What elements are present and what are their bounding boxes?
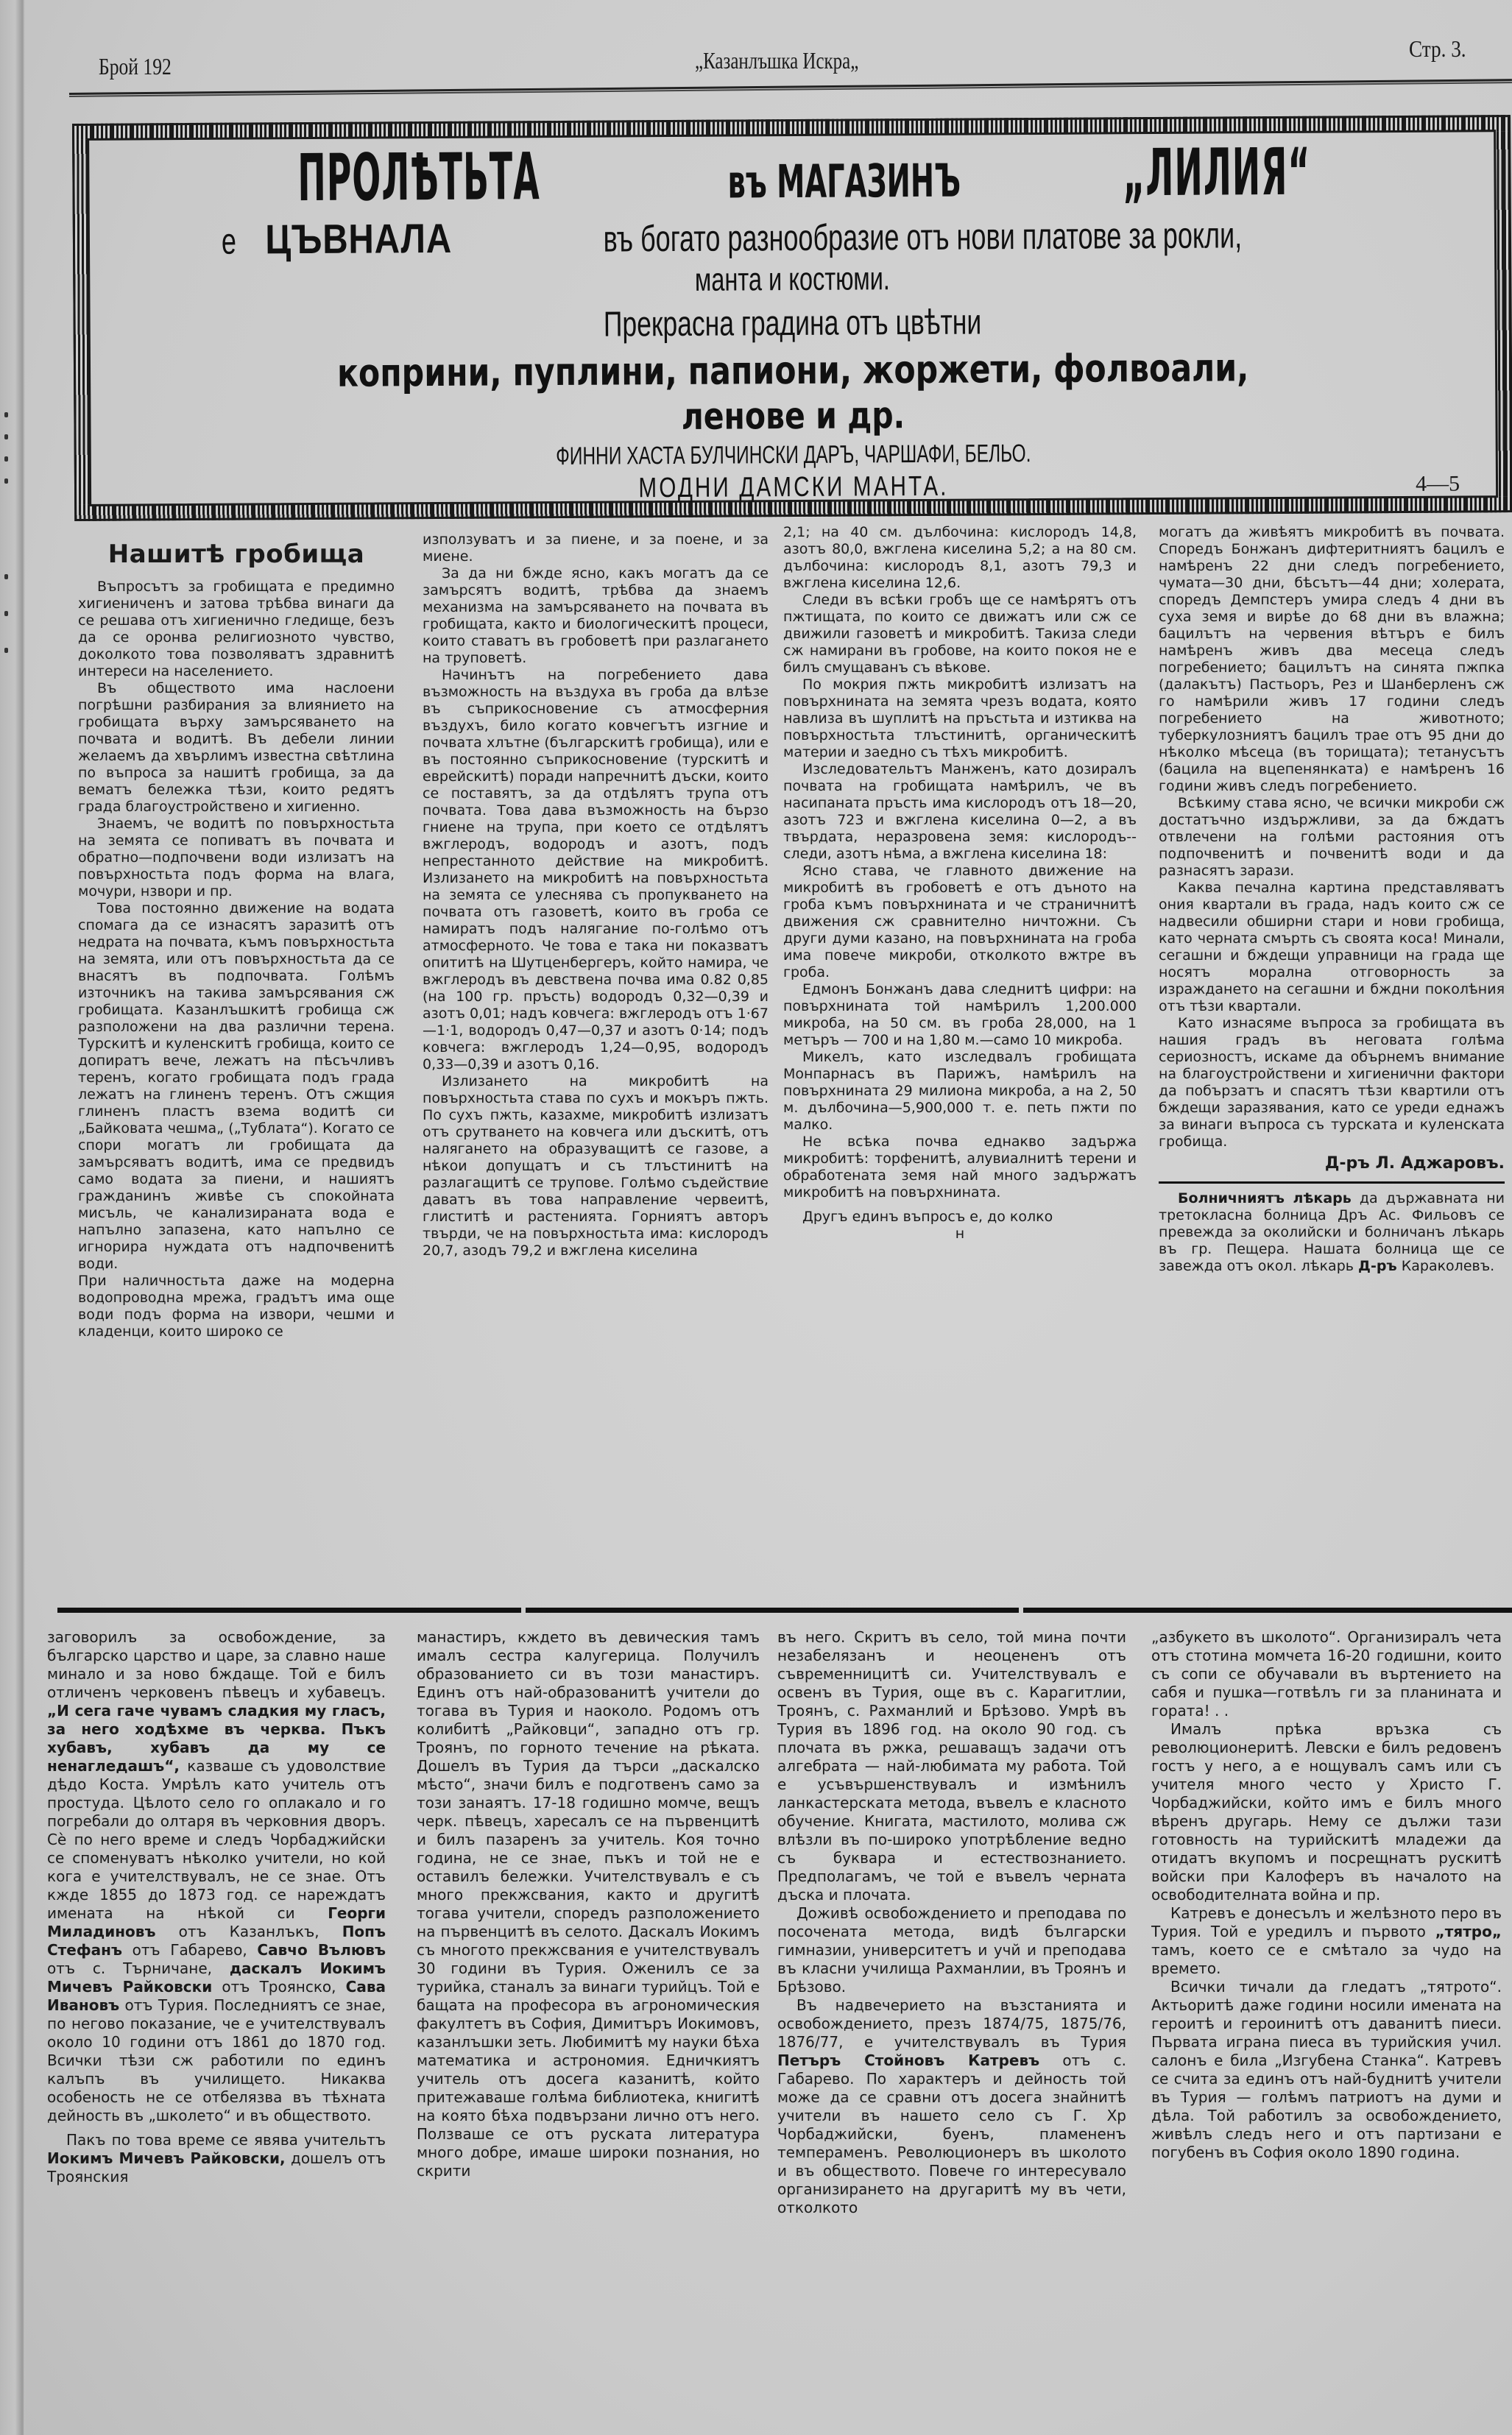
text-run: казваше съ удоволствие дѣдо Коста. Умрѣлъ като учитель отъ простуда. Цѣлото село го оплакало и го погребали до олтаря въ черковния дворъ. Сѐ по него време и следъ Чорбаджийски се споменуватъ нѣколко учители, но кой кога е учителствувалъ, не се знае. Отъ кжде 1855 до 1873 год. се нареждатъ имената на нѣкой си xyxy=(47,1757,386,1922)
section-rule xyxy=(526,1608,1019,1613)
text-run: отъ Казанлъкъ, xyxy=(178,1923,319,1940)
teachers-column-3 xyxy=(777,1628,1126,2423)
graves-column-4 xyxy=(1159,524,1505,1596)
teachers-column-2 xyxy=(417,1628,760,2423)
header-rule xyxy=(69,79,1512,97)
paragraph: Доживѣ освобождението и преподава по посочената метода, видѣ български гимназии, университетъ и учй и преподава въ класни училища Рахманлии, въ Троянъ и Брѣзово. xyxy=(777,1904,1126,1996)
text-run: заговорилъ за освобождение, за българско царство и царе, за славно наше минало и за ново бждаще. Той е билъ отличенъ черковенъ пѣвецъ и хубавецъ. xyxy=(47,1628,386,1701)
person-name: Иокимъ Мичевъ Райковски, xyxy=(47,2149,286,2167)
margin-mark xyxy=(4,412,8,417)
page-number: Стр. 3. xyxy=(1409,35,1466,62)
ad-line-5 xyxy=(74,344,1512,397)
margin-mark xyxy=(4,574,8,579)
paragraph: Следи въ всѣки гробъ ще се намѣрятъ отъ пжтищата, по които се движатъ или сж се движили газоветѣ и микробитѣ. Такиза следи сж намирани въ гробове, на които покоя не е билъ смущаванъ съ вѣкове. xyxy=(783,592,1137,676)
article-title: Нашитѣ гробища xyxy=(107,540,365,569)
paragraph xyxy=(47,1628,386,2125)
paragraph: При наличностьта даже на модерна водопроводна мрежа, градътъ има още води подъ форма на извори, чешми и кладенци, които широко се xyxy=(78,1273,395,1340)
ad-line-4 xyxy=(74,299,1512,349)
ad-text: МОДНИ ДАМСКИ МАНТА. xyxy=(638,470,949,504)
paragraph: използуватъ и за пиене, и за поене, и за миене. xyxy=(423,531,769,565)
person-name: даскалъ Иокимъ Мичевъ Райковски xyxy=(47,1959,386,1996)
margin-mark xyxy=(4,434,8,439)
text-run: отъ Габарево, xyxy=(132,1941,247,1959)
text-run: тамъ, което се е смѣтало за чудо на времето. xyxy=(1151,1941,1502,1977)
paragraph: Знаемъ, че водитѣ по повърхностьта на земята се попиватъ въ почвата и обратно—подпочвени води излизатъ на повърхностьта подъ форма на влага, мочури, нзвори и пр. xyxy=(78,816,395,900)
text-run: Катревъ е донесълъ и желѣзното перо въ Турия. Той е уредилъ и първото xyxy=(1151,1904,1502,1940)
notice-tail: Караколевъ. xyxy=(1401,1258,1495,1274)
graves-column-2 xyxy=(423,531,769,1596)
newspaper-page xyxy=(25,0,1512,2435)
paragraph: Въпросътъ за гробищата е предимно хигиениченъ и затова трѣбва винаги да се решава отъ хигиенично гледище, безъ да се оронва религиозното чувство, доколкото това позволяватъ здравнитѣ интереси на населението. xyxy=(78,579,395,679)
paragraph: Ясно става, че главното движение на микробитѣ въ гробоветѣ е отъ дъното на гроба къмъ повърхнината и че страничнитѣ движения сж сравнително ничтожни. Съ други думи казано, на повърхнината на гроба има повече микроби, отколкото вжтре въ гроба. xyxy=(783,863,1137,980)
author-signature: Д-ръ Л. Аджаровъ. xyxy=(1324,1154,1505,1173)
paragraph: манастиръ, кждето въ девическия тамъ ималъ сестра калугерица. Получилъ образованието си въ този манастиръ. Единъ отъ най-образованитѣ учители до тогава въ Турия и наоколо. Родомъ отъ колибитѣ „Райковци“, западно отъ гр. Троянъ, по горното течение на рѣката. Дошелъ въ Турия да търси „даскалско мѣсто“, значи билъ е подготвенъ само за този занаятъ. 17-18 годишно момче, вещъ черк. пѣвецъ, харесалъ се на първенцитѣ и билъ пазаренъ за учитель. Коя точно година, не се знае, пъкъ и той не е оставилъ бележки. Учителствувалъ е съ много прекжсвания, както и другитѣ тогава учители, споредъ разположението на първенцитѣ въ селото. Даскалъ Иокимъ съ многото прекжсвания е учителствувалъ 30 години въ Турия. Оженилъ се за турийка, станалъ за винаги турийцъ. Той е бащата на професора въ агрономическия факултетъ въ София, Димитъръ Иокимовъ, казанлъшки зеть. Любимитѣ му науки бѣха математика и астрономия. Едничкиятъ учитель отъ досега казанитѣ, който притежаваше голѣма библиотека, книгитѣ на която бѣха подвързани лично отъ него. Ползваше се отъ руската литература много добре, имаше широки познания, но скрити xyxy=(417,1628,760,2180)
ad-text: ФИННИ ХАСТА БУЛЧИНСКИ ДАРЪ, ЧАРШАФИ, БЕЛЬО. xyxy=(556,439,1031,470)
paragraph: За да ни бжде ясно, какъ могатъ да се замърсятъ водитѣ, трѣбва да знаемъ механизма на замърсяването на почвата въ гробищата, както и биологическитѣ процеси, които ставатъ въ гробоветѣ при разлагането на труповетѣ. xyxy=(423,565,769,666)
issue-number: Брой 192 xyxy=(99,53,172,79)
paragraph: „азбукето въ школото“. Организиралъ чета отъ стотина момчета 16-20 годишни, които съ сопи се обучавали въ въртението на сабя и пушка—готвѣлъ ги за планината и гората! . . xyxy=(1151,1628,1502,1720)
person-name: Петъръ Стойновъ Катревъ xyxy=(777,2051,1040,2069)
text-run: отъ Троянско, xyxy=(222,1978,336,1996)
paragraph xyxy=(1151,1904,1502,1978)
teachers-column-1 xyxy=(47,1628,386,2423)
ad-line-2 xyxy=(73,209,1511,264)
paragraph: Другъ единъ въпросъ е, до колко xyxy=(802,1209,1053,1225)
section-divider xyxy=(1159,1181,1505,1184)
paragraph: въ него. Скритъ въ село, той мина почти незабелязанъ и неоцененъ отъ съвременницитѣ си. Учителствувалъ е освенъ въ Турия, още въ с. Карагитлии, Троянъ, с. Рахманлий и Брѣзово. Умрѣ въ Турия въ 1896 год. на около 90 год. съ плочата въ ржка, решаващъ задачи отъ алгебрата — най-любимата му работа. Той е усъвършенствувалъ и измѣнилъ ланкастерската метода, въвелъ е класното обучение. Книгата, мастилото, молива сж влѣзли въ по-широко употрѣбление ведно съ буквара и естествознанието. Предполагамъ, че той е въвелъ черната дъска и плочата. xyxy=(777,1628,1126,1904)
paragraph: Ималъ прѣка връзка съ революционеритѣ. Левски е билъ редовенъ гостъ у него, а е нощувалъ самъ или съ учителя много често у Христо Г. Чорбаджийски, който имъ е билъ много вѣренъ другарь. Нему се дължи тази готовность на турийскитѣ младежи да отидатъ вкупомъ и посрещнатъ рускитѣ войски при Калоферъ въ началото на освободителната война и пр. xyxy=(1151,1720,1502,1904)
person-name: Попъ Стефанъ xyxy=(47,1923,386,1959)
paragraph: Това постоянно движение на водата спомага да се изнасятъ заразитѣ отъ недрата на почвата, къмъ повърхностьта на земята, или отъ повърхностьта да се внасятъ въ подпочвата. Голѣмъ източникъ на такива замърсявания сж гробищата. Казанлъшкитѣ гробища сж разположени на два различни терена. Турскитѣ и куленскитѣ гробища, които се допиратъ вече, лежатъ на пѣсъчливъ теренъ, когато гробищата подъ града лежатъ на глиненъ теренъ. Отъ сжщия глиненъ пластъ взема водитѣ си „Байковата чешма„ („Тублата“). Когато се спори могатъ ли гробищата да замърсяватъ водитѣ, има се предвидъ само водата за пиени, и нашиятъ гражданинъ живѣе съ спокойната мисъль, че канализираната вода е напълно запазена, като напълно се игнорира нуждата отъ надпочвенитѣ води. xyxy=(78,900,395,1272)
notice-hospital-doctor xyxy=(1159,1190,1505,1275)
paragraph: Въ обществото има наслоени погрѣшни разбирания за влиянието на гробищата върху замърсяването на почвата и водитѣ. Въ дебели линии желаемъ да хвърлимъ известна свѣтлина по въпроса за нашитѣ гробища, за да вематъ бележка тѣзи, които редятъ града благоустройствено и хигиенно. xyxy=(78,680,395,815)
ad-title-spring: ПРОЛѢТЬТА xyxy=(297,138,541,216)
section-rule xyxy=(57,1608,521,1613)
ad-title-shop: въ МАГАЗИНЪ xyxy=(727,153,961,209)
graves-column-3 xyxy=(783,524,1137,1596)
graves-column-1 xyxy=(78,536,395,1596)
paragraph: Не всѣка почва еднакво задържа микробитѣ: торфенитѣ, алувиалнитѣ терени и обработената земя най много задържатъ микробитѣ на повърхнината. xyxy=(783,1134,1137,1201)
ad-text: манта и костюми. xyxy=(694,261,890,298)
text-run: отъ с. Габарево. По характеръ и дейность той може да се сравни отъ досега знайнитѣ учители въ нашето село съ Г. Хр Чорбаджийски, буенъ, пламененъ темпераменъ. Революционеръ въ школото и въ обществото. Повече го интересувало организирането на другаритѣ му въ чети, отколкото xyxy=(777,2051,1126,2216)
paragraph xyxy=(47,2131,386,2186)
notice-text: да държавната ни третокласна болница Дръ Ас. Фильовъ се превежда за околийски и болничанъ лѣкарь въ гр. Пещера. Нашата болница ще се завежда отъ окол. лѣкарь xyxy=(1159,1190,1505,1274)
person-name: Георги Миладиновъ xyxy=(47,1904,386,1940)
text-run: отъ Турия. Последниятъ се знае, по негово показание, че е учителствувалъ около 10 години отъ 1861 до 1870 год. Всички тѣзи сж работили по единъ калъпъ въ училището. Никаква особеность не се отбелязва въ тѣхната дейность въ „школето“ и въ обществото. xyxy=(47,1996,386,2124)
ad-text: коприни, пуплини, папиони, жоржети, фолвоали, xyxy=(336,346,1249,396)
margin-mark xyxy=(4,478,8,484)
binding-gutter xyxy=(0,0,25,2435)
page-header xyxy=(47,22,1490,81)
paragraph: По мокрия пжть микробитѣ излизатъ на повърхнината на земята чрезъ водата, която навлиза въ шуплитѣ на пръстьта и изтиква на повърхностьта тлъстинитѣ, органическитѣ материи и заедно съ тѣхъ микробитѣ. xyxy=(783,676,1137,760)
ad-text: ленове и др. xyxy=(681,394,905,438)
paragraph: Излизането на микробитѣ на повърхностьта става по сухъ и мокъръ пжть. По сухъ пжть, казахме, микробитѣ излизатъ отъ срутването на ковчега или дъскитѣ, отъ налягането на образуващитѣ се газове, а нѣкои допущатъ и съ тлъстинитѣ на разлагащитѣ се трупове. Голѣмо съдействие даватъ въ това направление червеитѣ, глиститѣ и растенията. Горниятъ авторъ твърди, че на повърхностьта има: кислородъ 20,7, азодъ 79,2 и вжглена киселина xyxy=(423,1073,769,1259)
paragraph: Всички тичали да гледатъ „тятрото“. Актьоритѣ даже години носили имената на героитѣ и героинитѣ отъ даванитѣ пиеси. Първата играна пиеса въ турийския учил. салонъ е била „Изгубена Станка“. Катревъ се счита за единъ отъ най-буднитѣ учители въ Турия — голѣмъ патриотъ на думи и дѣла. Той работилъ за освобождението, живѣлъ следъ него и отъ партизани е погубенъ въ София около 1890 година. xyxy=(1151,1978,1502,2161)
section-rule xyxy=(1023,1608,1512,1613)
paragraph: Каква печална картина представляватъ ония квартали въ града, надъ които сж се надвесили обширни стари и нови гробища, като черната смърть съ своята коса! Минали, сегашни и бждещи управници на града ще носятъ морална отговорность за израждането на сегашни и бждни поколѣния отъ тѣзи квартали. xyxy=(1159,880,1505,1014)
notice-lead: Болничниятъ лѣкарь xyxy=(1178,1190,1352,1206)
paragraph: могатъ да живѣятъ микробитѣ въ почвата. Споредъ Бонжанъ дифтеритниятъ бацилъ е намѣренъ 22 дни следъ погребението, чумата—30 дни, бѣсътъ—44 дни; холерата, споредъ Демпстеръ умира следъ 4 дни въ суха земя и вирѣе до 68 дни въ влажна; бацилътъ на червения вѣтъръ е билъ намѣренъ живъ два месеца следъ погребението; бацилътъ на синята пжпка (далакътъ) Пастьоръ, Рез и Шанберленъ сж го намѣрили живъ 17 години следъ погребението на животното; туберкулозниятъ бацилъ трае отъ 95 дни до нѣколко мѣсеца (въ торищата); тетанусътъ (бацила на вцепенянката) е намѣренъ 16 години живъ следъ погребението. xyxy=(1159,524,1505,794)
paragraph: Едмонъ Бонжанъ дава следнитѣ цифри: на повърхнината той намѣрилъ 1,200.000 микроба, на 50 см. въ гроба 28,000, на 1 метъръ — 700 и на 1,80 м.—само 10 микроба. xyxy=(783,981,1137,1048)
ad-line-6 xyxy=(74,390,1512,442)
paragraph xyxy=(777,1996,1126,2217)
ad-text: е xyxy=(221,220,236,262)
teachers-column-4 xyxy=(1151,1628,1502,2423)
text-run: Пакъ по това време се явява учительтъ xyxy=(66,2131,386,2149)
ad-text: Прекрасна градина отъ цвѣтни xyxy=(603,303,982,344)
margin-mark xyxy=(4,648,8,653)
theatre-word: „тятро„ xyxy=(1435,1923,1502,1940)
margin-mark xyxy=(4,456,8,462)
newspaper-name: „Казанлъшка Искра„ xyxy=(695,47,859,74)
paragraph: Като изнасяме въпроса за гробищата въ нашия градъ въ неговата голѣма сериозностъ, искаме да обърнемъ внимание на благоустройствени и хигиенични фактори да побързатъ и спасятъ тѣзи квартили отъ бждещи заразявания, като се уреди еднажъ за винаги въпроса съ турската и куленската гробища. xyxy=(1159,1015,1505,1150)
text-run: отъ с. Търничане, xyxy=(47,1959,212,1977)
paragraph: Всѣкиму става ясно, че всички микроби сж достатъчно издържливи, за да бждатъ отвлечени на голѣми растояния отъ подпочвенитѣ и почвенитѣ води и да разнасятъ зарази. xyxy=(1159,795,1505,879)
paragraph: Изследовательтъ Манженъ, като дозиралъ почвата на гробищата намѣрилъ, че въ насипаната пръсть има кислородъ отъ 18—20, азотъ 723 и вжглена киселина 0—2, а въ твърдата, неразровена земя: кислородъ--следи, азотъ нѣма, а вжглена киселина 18: xyxy=(783,761,1137,862)
ad-bold-word: ЦЪВНАЛА xyxy=(265,214,453,263)
notice-bold: Д-ръ xyxy=(1358,1258,1397,1274)
advertisement-liliya xyxy=(72,115,1512,521)
paragraph: Микелъ, като изследвалъ гробищата Монпарнасъ въ Парижъ, намѣрилъ на повърхнината 29 милиона микроба, а на 2, 50 м. дълбочина—5,900,000 т. е. петь пжти по малко. xyxy=(783,1049,1137,1133)
text-run: Въ надвечерието на възстанията и освобождението, презъ 1874/75, 1875/76, 1876/77, е учителствувалъ въ Турия xyxy=(777,1996,1126,2051)
paragraph: 2,1; на 40 см. дълбочина: кислородъ 14,8, азотъ 80,0, вжглена киселина 5,2; а на 80 см. дълбочина: кислородъ 8,1, азотъ 79,3 и вжглена киселина 12,6. xyxy=(783,524,1137,591)
ad-insertion-code: 4—5 xyxy=(1415,471,1460,496)
quote-bold: „И сега гаче чувамъ сладкия му гласъ, за него ходѣхме въ черква. Пъкъ хубавъ, хубавъ да му се ненагледашъ“, xyxy=(47,1702,386,1775)
person-name: Савчо Вълювъ xyxy=(257,1941,386,1959)
person-name: Сава Ивановъ xyxy=(47,1978,386,2014)
text-run: дошелъ отъ Троянския xyxy=(47,2149,386,2185)
stray-letter: н xyxy=(955,1226,965,1242)
ad-headline xyxy=(72,133,1511,216)
paragraph: Начинътъ на погребението дава възможность на въздуха въ гроба да влѣзе въ съприкосновение съ атмосферния въздухъ, било когато ковчегътъ изгние и почвата хлътне (българскитѣ гробища), или е въ постоянно съприкосновение (турскитѣ и еврейскитѣ) поради напречнитѣ дъски, които се поставятъ, за да отдѣлятъ трупа отъ почвата. Това дава възможность на бързо гниене на трупа, при което се отдѣлятъ вжглеродъ, водородъ и азотъ, подъ непрестанното действие на микробитѣ. Излизането на микробитѣ на повърхностьта на земята се улеснява съ пропукването на почвата отъ газоветѣ, които въ гроба се намиратъ подъ налягание по-голѣмо отъ атмосферното. Че това е така ни показватъ опититѣ на Шутценбергеръ, който намира, че вжглеродъ въ девствена почва има 0.82 0,85 (на 100 гр. пръсть) водородъ 0,32—0,39 и азотъ 0,01; надъ ковчега: вжглеродъ отъ 1·67—1·1, водородъ 0,47—0,37 и азотъ 0·14; подъ ковчега: вжглеродъ 1,24—0,95, водородъ 0,33—0,39 и азотъ 0,16. xyxy=(423,667,769,1072)
ad-text: въ богато разнообразие отъ нови платове за рокли, xyxy=(603,214,1242,260)
ad-title-liliya: „ЛИЛИЯ“ xyxy=(1123,133,1311,211)
margin-mark xyxy=(4,611,8,616)
